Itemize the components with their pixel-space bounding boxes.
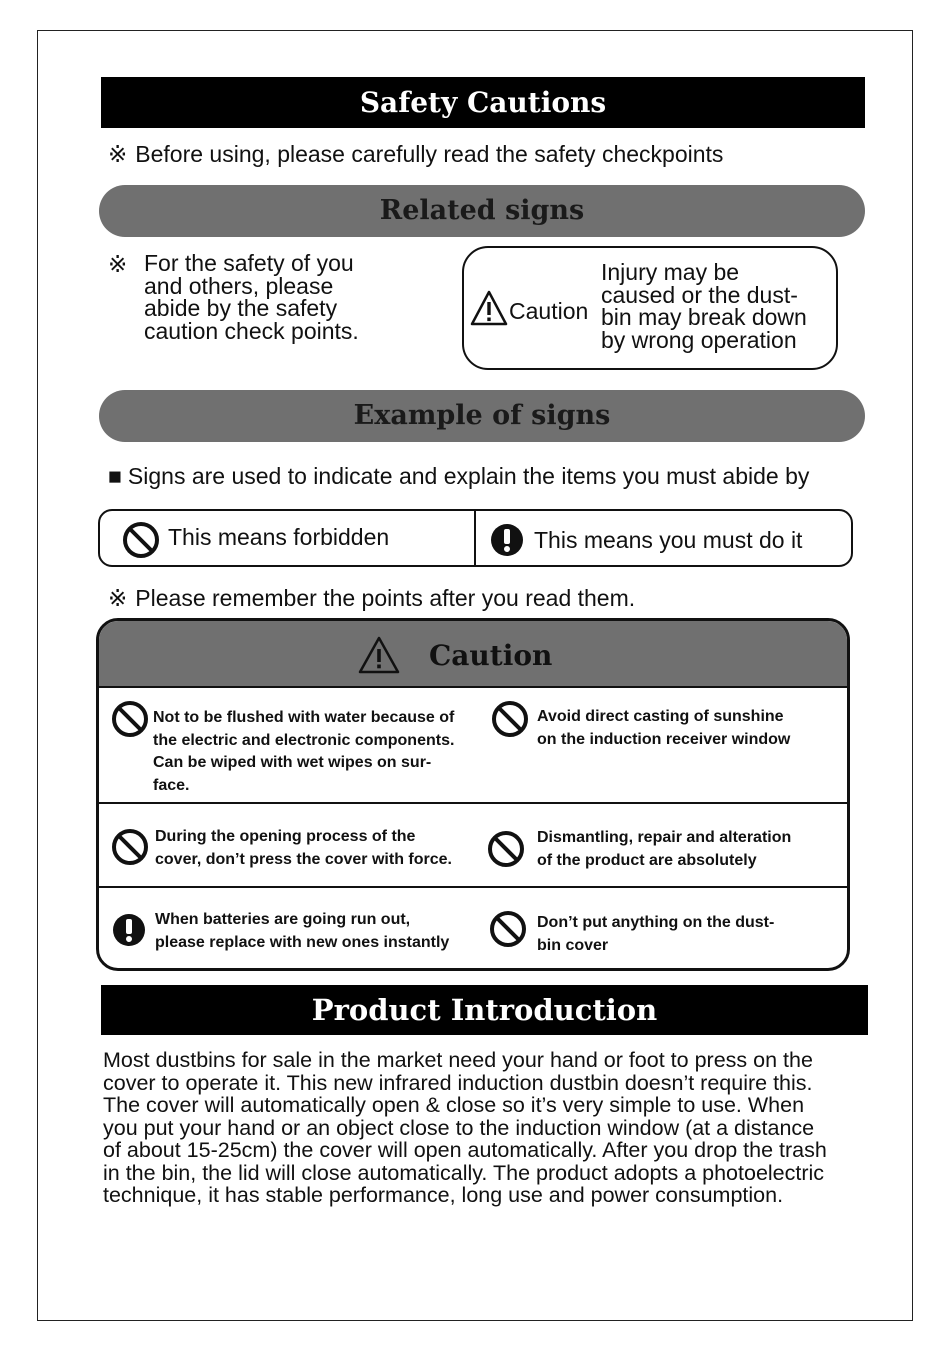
product-introduction-title: Product Introduction [311,993,658,1027]
prohibition-icon [489,910,527,948]
caution-table [96,618,850,971]
paragraph-line: cover to operate it. This new infrared induction dustbin doesn’t require this. [103,1070,813,1095]
caution-item-line: When batteries are going run out, [155,911,411,928]
related-signs-text [144,252,359,342]
example-intro [108,463,809,490]
prohibition-icon [122,521,160,559]
reference-mark: ※ [108,141,128,167]
caution-sign-text [601,261,807,351]
example-signs-header [99,390,865,442]
row-divider [99,886,847,888]
related-line: For the safety of you [144,250,354,276]
paragraph-line: in the bin, the lid will close automatically. The product adopts a photoelectric [103,1160,825,1185]
paragraph-line: The cover will automatically open & close so it’s very simple to use. When [103,1093,805,1117]
related-line: caution check points. [144,317,359,344]
related-signs-title: Related signs [379,195,585,226]
safety-intro [108,141,723,168]
paragraph-line: technique, it has stable performance, long use and power consumption. [103,1183,784,1207]
prohibition-icon [111,700,149,738]
related-signs-header [99,185,865,237]
paragraph-line: Most dustbins for sale in the market need your hand or foot to press on the [103,1048,813,1072]
caution-item-line: face. [153,776,190,794]
caution-item [537,706,790,751]
caution-table-title: Caution [429,639,553,672]
safety-intro-text: Before using, please carefully read the safety checkpoints [135,141,724,167]
prohibition-icon [111,828,149,866]
row-divider [99,802,847,804]
caution-table-header [99,621,847,688]
product-introduction-text [103,1049,827,1207]
caution-sign-word: Caution [509,298,589,324]
caution-item-line: Don’t put anything on the dust- [537,914,775,931]
warning-triangle-icon [357,635,401,675]
caution-sign-line: by wrong operation [601,326,797,353]
related-line: abide by the safety [144,295,338,321]
product-introduction-banner [101,985,868,1035]
caution-sign-line: caused or the dust- [601,281,798,308]
caution-sign-line: Injury may be [601,259,740,285]
caution-item-line: on the induction receiver window [537,730,791,748]
sign-meanings-divider [474,511,476,565]
caution-item [153,707,454,797]
caution-item [537,827,791,872]
mandatory-icon [112,913,146,947]
caution-item-line: Dismantling, repair and alteration [537,829,792,846]
example-signs-title: Example of signs [353,400,611,431]
safety-cautions-title: Safety Cautions [359,86,607,119]
caution-sign-example [462,246,838,370]
caution-item [155,909,449,954]
mandatory-icon [490,523,524,557]
caution-item-line: Not to be flushed with water because of [153,709,455,726]
caution-item-line: Avoid direct casting of sunshine [537,708,784,725]
safety-cautions-banner [101,77,865,128]
remember-text: Please remember the points after you read them. [135,585,636,611]
caution-item [155,826,452,871]
caution-item-line: the electric and electronic components. [153,731,455,749]
caution-item [537,912,774,957]
caution-item-line: Can be wiped with wet wipes on sur- [153,754,432,771]
reference-mark: ※ [108,585,128,611]
caution-item-line: During the opening process of the [155,828,416,845]
forbidden-label: This means forbidden [168,524,390,550]
caution-item-line: bin cover [537,936,609,954]
example-intro-text: Signs are used to indicate and explain the items you must abide by [127,463,810,489]
caution-item-line: of the product are absolutely [537,851,757,869]
related-reference-mark: ※ [108,251,128,277]
remember-note [108,585,635,612]
sign-meanings-row [98,509,853,567]
prohibition-icon [491,700,529,738]
prohibition-icon [487,830,525,868]
caution-sign-line: bin may break down [601,304,807,330]
black-square-mark: ■ [108,463,122,489]
paragraph-line: you put your hand or an object close to the induction window (at a distance [103,1115,815,1140]
paragraph-line: of about 15-25cm) the cover will open automatically. After you drop the trash [103,1138,827,1162]
caution-item-line: cover, don’t press the cover with force. [155,850,452,868]
warning-triangle-icon [470,290,508,326]
mandatory-label: This means you must do it [534,527,803,553]
caution-item-line: please replace with new ones instantly [155,933,450,951]
related-line: and others, please [144,272,334,299]
